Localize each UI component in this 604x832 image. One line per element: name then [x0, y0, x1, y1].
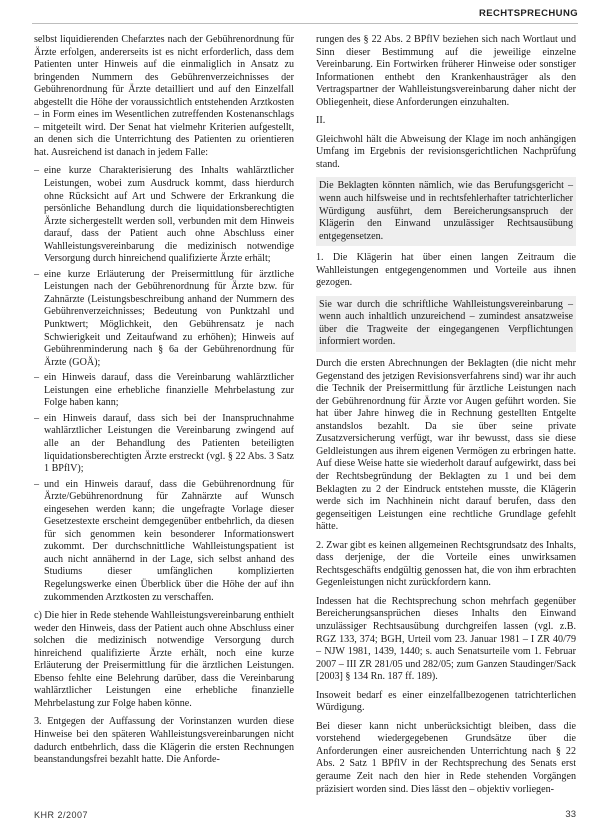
paragraph-indessen: Indessen hat die Rechtsprechung schon mehrfach gegenüber Bereicherungsansprüchen dieses Inhalts den Einwand unzulässiger Rechtsausübung durchgreifen lassen (vgl. z.B. RGZ 133, 374; BGH, Urteil vom 23. Januar 1981 – I ZR 40/79 – NJW 1981, 1439, 1440; s. auch Senatsurteile vom 1. Februar 2007 – III ZR 281/05 und 282/05; zum Ganzen Staudinger/Sack [2003] § 134 Rn. 187 ff. 189).: [316, 595, 576, 683]
list-item: – ein Hinweis darauf, dass sich bei der Inanspruchnahme wahlärztlicher Leistungen die Vereinbarung zwingend auf alle an der Behandlung des Patienten beteiligten liquidationsberechtigten Ärzte erstreckt (vgl. § 22 Abs. 3 Satz 1 BPflV);: [44, 413, 294, 476]
paragraph-highlighted: Sie war durch die schriftliche Wahlleistungsvereinbarung – wenn auch inhaltlich unzureichend – zumindest ansatzweise über die Tragweite der eingegangenen Verpflichtungen informiert worden.: [316, 296, 576, 352]
paragraph-insoweit: Insoweit bedarf es einer einzelfallbezogenen tatrichterlichen Würdigung.: [316, 689, 576, 714]
paragraph-continued: rungen des § 22 Abs. 2 BPflV beziehen sich nach Wortlaut und Sinn dieser Bestimmung auf die jeweilige einzelne Vereinbarung. Ein Fortwirken früherer Hinweise oder sonstiger Informationen enthebt den Krankenhausträger als den Vertragspartner der Wahlleistungsvereinbarung daher nicht der Obliegenheit, diese Anforderungen einzuhalten.: [316, 34, 576, 108]
list-item: – ein Hinweis darauf, dass die Vereinbarung wahlärztlicher Leistungen eine erhebliche finanzielle Mehrbelastung zur Folge haben kann;: [44, 372, 294, 410]
paragraph-highlighted: Die Beklagten könnten nämlich, wie das Berufungsgericht – wenn auch hilfsweise und in rechtsfehlerhafter tatrichterlicher Würdigung ausführt, dem Bereicherungsanspruch der Klägerin den Einwand unzulässiger Rechtsausübung entgegensetzen.: [316, 177, 576, 246]
paragraph-3: 3. Entgegen der Auffassung der Vorinstanzen wurden diese Hinweise bei den späteren Wahlleistungsvereinbarungen nicht dadurch entbehrlich, dass die Klägerin die ersten Rechnungen beanstandungsfrei bezahlt hatte. Die Anforde-: [34, 716, 294, 766]
paragraph-ii: Gleichwohl hält die Abweisung der Klage im noch anhängigen Umfang im Ergebnis der revisionsgerichtlichen Nachprüfung stand.: [316, 133, 576, 170]
paragraph-intro: selbst liquidierenden Chefarztes nach der Gebührenordnung für Ärzte erfolgen, andererseits ist es nicht erforderlich, dass dem Patienten unter Hinweis auf die einmaliglich in Ansatz zu bringenden Nummern des Gebührenverzeichnisses der Gebührenordnung für Ärzte detailliert und auf den Einzelfall abgestellt die Höhe der voraussichtlich entstehenden Arztkosten – in Form eines im Wesentlichen zutreffenden Kostenanschlags – mitgeteilt wird. Der Senat hat vielmehr Kriterien aufgestellt, an denen sich die Unterrichtung des Patienten zu orientieren hat. Ausreichend ist danach in jedem Falle:: [34, 34, 294, 158]
paragraph-2: 2. Zwar gibt es keinen allgemeinen Rechtsgrundsatz des Inhalts, dass derjenige, der die Vorteile eines unwirksamen Rechtsgeschäfts endgültig genossen hat, die von ihm erbrachten Gegenleistungen nicht zurückfordern kann.: [316, 539, 576, 589]
list-item: – und ein Hinweis darauf, dass die Gebührenordnung für Ärzte/Gebührenordnung für Zahnärzte auf Wunsch eingesehen werden kann; die ungefragte Vorlage dieser Gesetzestexte erscheint demgegenüber entbehrlich, da diesen für sich genommen kein besonderer Informationswert zukommt. Der durchschnittliche Wahlleistungspatient ist auch nicht annähernd in der Lage, sich selbst anhand des Studiums dieser umfänglichen komplizierten Regelungswerke einen Überblick über die Höhe der auf ihn zukommenden Arztkosten zu verschaffen.: [44, 479, 294, 604]
page-number: 33: [565, 809, 576, 820]
section-heading-ii: II.: [316, 115, 326, 127]
paragraph-1: 1. Die Klägerin hat über einen langen Zeitraum die Wahlleistungen entgegengenommen und Vorteile aus ihnen gezogen.: [316, 252, 576, 289]
criteria-list: [34, 165, 294, 604]
list-item: – eine kurze Charakterisierung des Inhalts wahlärztlicher Leistungen, wobei zum Ausdruck kommt, dass hierdurch ohne Rücksicht auf Art und Schwere der Erkrankung die persönliche Behandlung durch die liquidationsberechtigten Ärzte sichergestellt werden soll, verbunden mit dem Hinweis darauf, dass der Patient auch ohne Abschluss einer Wahlleistungsvereinbarung die medizinisch notwendige Versorgung durch hinreichend qualifizierte Ärzte erhält;: [44, 165, 294, 265]
header-divider: [32, 23, 578, 24]
list-item: – eine kurze Erläuterung der Preisermittlung für ärztliche Leistungen nach der Gebührenordnung für Ärzte bzw. für Zahnärzte (Leistungsbeschreibung anhand der Nummern des Gebührenverzeichnisses; Bedeutung von Punktzahl und Punktwert; Möglichkeit, den Gebührensatz je nach Schwierigkeit und Zeitaufwand zu erhöhen); Hinweis auf Gebührenminderung nach § 6a der Gebührenordnung für Ärzte (GOÄ);: [44, 269, 294, 369]
right-column: [316, 34, 576, 810]
section-header: RECHTSPRECHUNG: [478, 8, 578, 19]
paragraph-c: c) Die hier in Rede stehende Wahlleistungsvereinbarung enthielt weder den Hinweis, dass der Patient auch ohne Abschluss einer solchen die medizinisch notwendige Versorgung durch hinreichend qualifizierte Ärzte erhält, noch eine kurze Erläuterung der Preisermittlung für die ärztlichen Leistungen. Ebenso fehlte eine Belehrung darüber, dass die Vereinbarung wahlärztlicher Leistungen eine erhebliche finanzielle Mehrbelastung zur Folge haben könne.: [34, 610, 294, 709]
paragraph-durch: Durch die ersten Abrechnungen der Beklagten (die nicht mehr Gegenstand des jetzigen Revisionsverfahrens sind) war ihr auch die Technik der Preisermittlung für ärztliche Leistungen nach der Gebührenordnung für Ärzte vor Augen geführt worden. Sie hat über Jahre hinweg die in Rechnung gestellten Entgelte anstandslos bezahlt. Da sie über seine private Zusatzversicherung verfügt, war ihr bewusst, dass sie diese Geldleistungen aus ihrem eigenen Vermögen zu erbringen hatte. Auf diese Weise hatte sie wiederholt darauf aufgewirkt, dass bei der Rechtsbegründung der Beklagten zu 1 und bei dem Beklagten zu 2 der Eindruck entstehen musste, die Klägerin werde sich im Nachhinein nicht darauf berufen, dass den gegenseitigen Leistungen eine rechtliche Grundlage gefehlt hätte.: [316, 358, 576, 533]
left-column: [34, 34, 294, 810]
journal-reference: KHR 2/2007: [34, 810, 89, 820]
paragraph-bei: Bei dieser kann nicht unberücksichtigt bleiben, dass die vorstehend wiedergegebenen Grundsätze über die Anforderungen einer ausreichenden Unterrichtung nach § 22 Abs. 2 Satz 1 BPflV in der Rechtsprechung des Senats erst geraume Zeit nach den hier in Rede stehenden Vorgängen präzisiert worden sind. Dies lässt den – objektiv vorliegen-: [316, 720, 576, 795]
